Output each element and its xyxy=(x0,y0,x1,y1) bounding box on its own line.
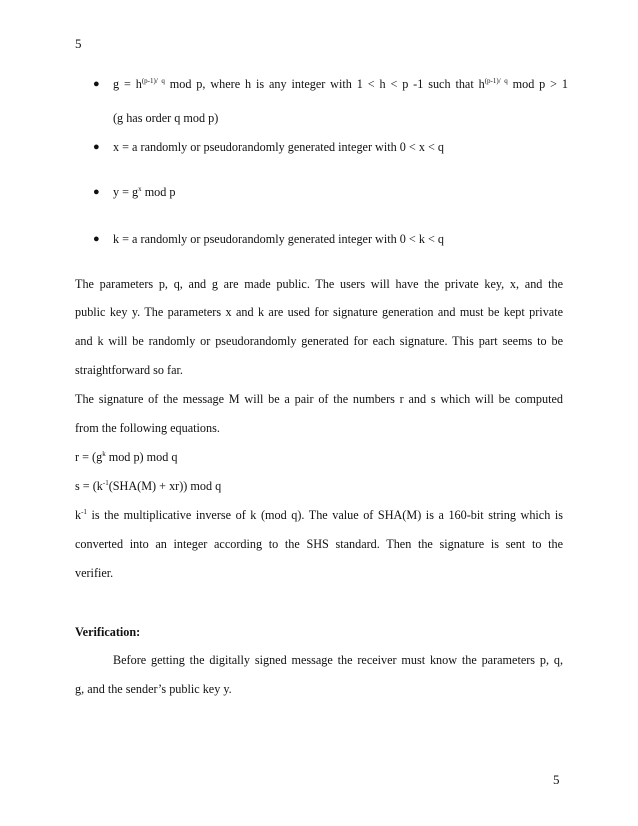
section-heading-verification: Verification: xyxy=(75,625,141,639)
paragraph-1-line-3: and k will be randomly or pseudorandomly generated for each signature. This part seems to be xyxy=(75,334,563,348)
paragraph-4-line-1: Before getting the digitally signed message the receiver must know the parameters p, q, xyxy=(113,653,563,667)
equation-r: $r = (g^k$ mod p) mod q xyxy=(75,450,178,464)
paragraph-3-line-3: verifier. xyxy=(75,566,114,580)
bullet-text-x: x = a randomly or pseudorandomly generated integer with 0 < x < q xyxy=(113,140,444,154)
paragraph-3-line-2: converted into an integer according to the SHS standard. Then the signature is sent to the xyxy=(75,537,563,551)
page-number-top: 5 xyxy=(75,36,82,51)
paragraph-2-line-2: from the following equations. xyxy=(75,421,220,435)
paragraph-4-line-2: g, and the sender’s public key y. xyxy=(75,682,232,696)
bullet-dot: ● xyxy=(93,141,100,153)
bullet-text-g-line2: (g has order q mod p) xyxy=(113,111,219,125)
bullet-text-k: k = a randomly or pseudorandomly generated integer with 0 < k < q xyxy=(113,232,444,246)
paragraph-1-line-4: straightforward so far. xyxy=(75,363,183,377)
bullet-dot: ● xyxy=(93,78,100,90)
equation-s: $s = (k^{-1}(SHA(M) + xr))$ mod q xyxy=(75,479,222,493)
bullet-text-y: $y = g^x$ mod p xyxy=(113,185,176,199)
bullet-text-g: $g = h^{(p-1)/ q}$ mod p, where h is any integer with 1 < h < p -1 such that $h^{(p-1)/ q}$ mod p > 1 xyxy=(113,77,568,91)
paragraph-1-line-2: public key y. The parameters x and k are used for signature generation and must be kept private xyxy=(75,305,563,319)
bullet-dot: ● xyxy=(93,186,100,198)
paragraph-1-line-1: The parameters p, q, and g are made public. The users will have the private key, x, and the xyxy=(75,277,563,291)
bullet-dot: ● xyxy=(93,233,100,245)
paragraph-3-line-1: $k^{-1}$ is the multiplicative inverse of k (mod q). The value of SHA(M) is a 160-bit string which is xyxy=(75,508,563,522)
paragraph-2-line-1: The signature of the message M will be a pair of the numbers r and s which will be computed xyxy=(75,392,563,406)
page-number-bottom: 5 xyxy=(553,772,560,787)
